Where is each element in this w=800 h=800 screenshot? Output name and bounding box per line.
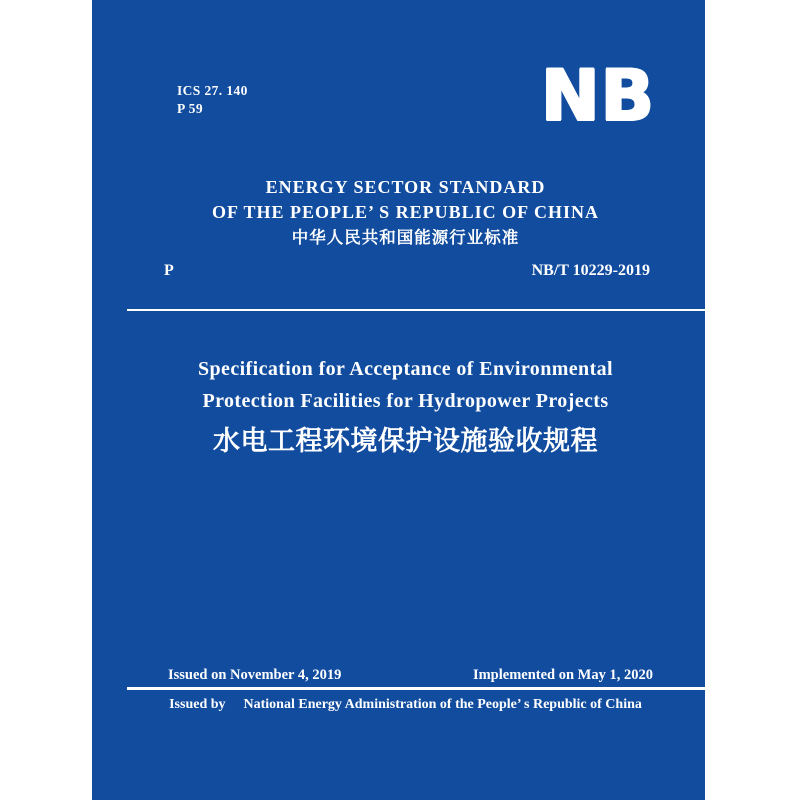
- title-cn: 水电工程环境保护设施验收规程: [213, 426, 598, 456]
- publisher-row: [162, 697, 649, 713]
- classification-letter: P: [164, 262, 174, 279]
- issuer-name: National Energy Administration of the People’ s Republic of China: [243, 697, 642, 712]
- standard-name-en-line2: OF THE PEOPLE’ S REPUBLIC OF CHINA: [211, 202, 600, 222]
- classification-row: [164, 262, 650, 280]
- title-block: [162, 353, 649, 462]
- ics-code: ICS 27. 140: [177, 83, 248, 98]
- doc-class-code: P 59: [177, 101, 203, 116]
- issued-date: Issued on November 4, 2019: [168, 667, 342, 683]
- issued-by-label: Issued by: [169, 697, 226, 712]
- footer-divider-rule: [127, 687, 705, 690]
- ics-code-block: [177, 82, 248, 118]
- standard-name-en-line1: ENERGY SECTOR STANDARD: [265, 177, 546, 197]
- standard-number: NB/T 10229-2019: [531, 262, 650, 279]
- implemented-date: Implemented on May 1, 2020: [472, 667, 653, 683]
- standard-header: [162, 175, 649, 252]
- standard-name-cn: 中华人民共和国能源行业标准: [291, 229, 520, 247]
- title-en-line1: Specification for Acceptance of Environmental: [198, 358, 613, 380]
- nb-logo: NB: [541, 55, 655, 137]
- dates-row: [168, 667, 653, 684]
- standard-cover: [92, 0, 705, 800]
- header-divider-rule: [127, 309, 705, 311]
- title-en-line2: Protection Facilities for Hydropower Projects: [202, 390, 609, 412]
